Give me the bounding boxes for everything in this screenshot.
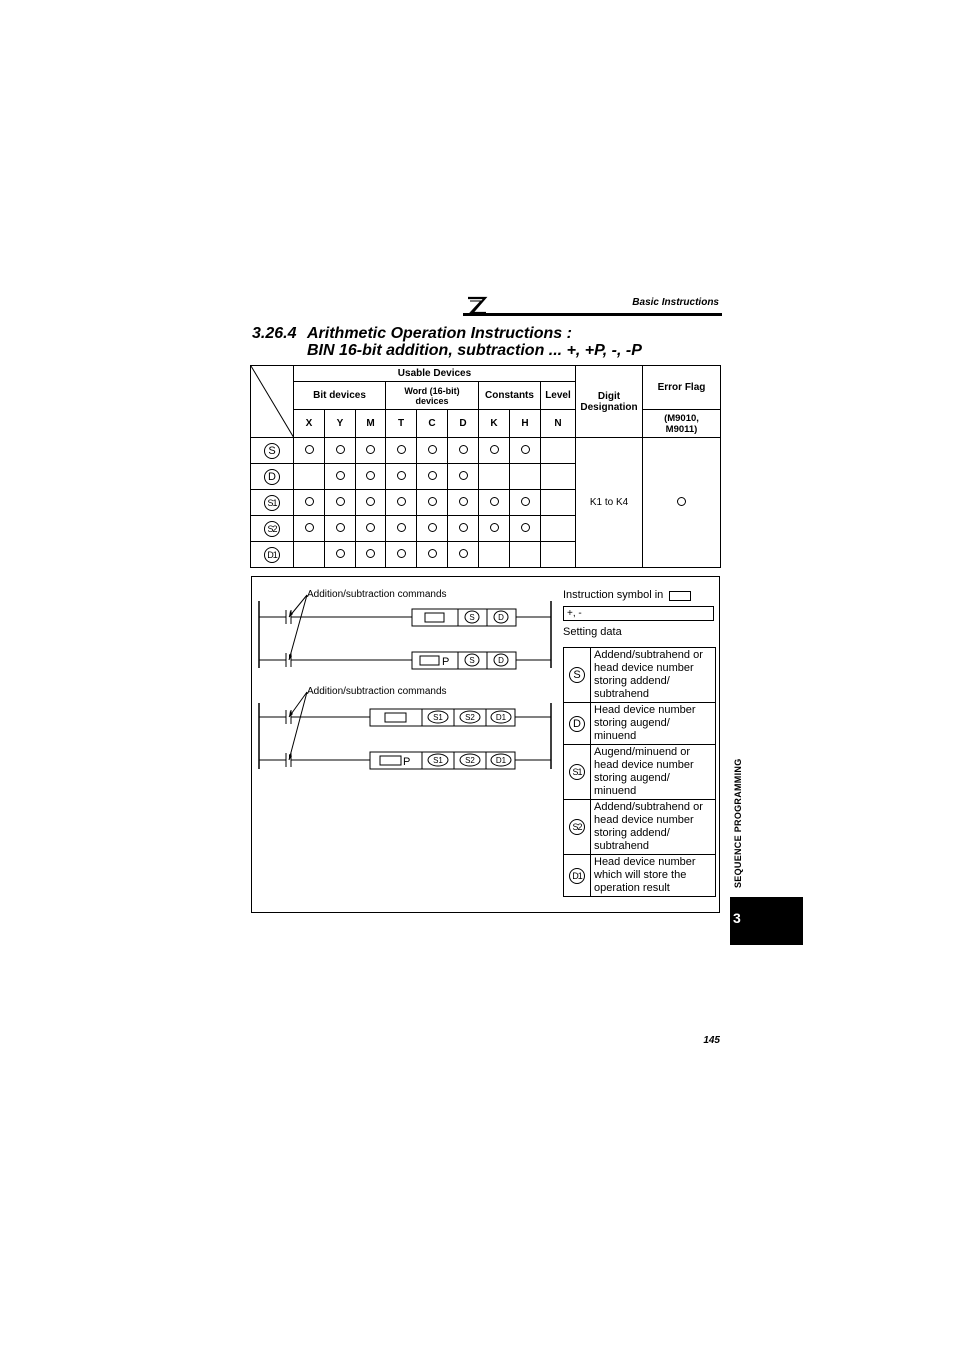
description-line: head device number — [594, 759, 694, 771]
command-label-1: Addition/subtraction commands — [307, 589, 447, 600]
device-cell — [356, 438, 386, 464]
rung2-op-d: D — [498, 656, 504, 665]
rung3-op-d1: D1 — [495, 713, 507, 722]
device-cell — [541, 542, 576, 568]
device-cell — [479, 490, 510, 516]
usable-mark-icon — [366, 523, 375, 532]
level-header: Level — [541, 382, 576, 410]
usable-mark-icon — [397, 549, 406, 558]
device-cell — [356, 464, 386, 490]
operand-symbol: S2 — [569, 819, 585, 835]
rung1-op-d: D — [498, 613, 504, 622]
device-cell — [479, 542, 510, 568]
setting-row — [564, 800, 716, 855]
device-cell — [356, 490, 386, 516]
usable-mark-icon — [459, 445, 468, 454]
usable-mark-icon — [428, 523, 437, 532]
device-cell — [510, 438, 541, 464]
rung2-op-s: S — [469, 656, 475, 665]
usable-mark-icon — [397, 497, 406, 506]
usable-mark-icon — [366, 497, 375, 506]
usable-mark-icon — [459, 549, 468, 558]
error-flag-header: Error Flag — [643, 366, 721, 410]
usable-mark-icon — [336, 523, 345, 532]
operand-symbol: D1 — [569, 868, 585, 884]
section-number: 3.26.4 — [252, 325, 297, 342]
operand-symbol: S1 — [569, 764, 585, 780]
setting-operand-cell — [564, 855, 591, 897]
device-cell — [356, 542, 386, 568]
setting-operand-cell — [564, 800, 591, 855]
instruction-symbol-label: Instruction symbol in — [563, 589, 664, 601]
device-cell — [325, 542, 356, 568]
error-flag-cell — [643, 438, 721, 568]
setting-row — [564, 855, 716, 897]
description-line: storing augend/ — [594, 772, 670, 784]
setting-description — [591, 800, 716, 855]
device-cell — [386, 464, 417, 490]
col-k: K — [479, 410, 510, 438]
description-line: head device number — [594, 662, 694, 674]
header-rule — [463, 313, 722, 316]
device-cell — [325, 516, 356, 542]
usable-mark-icon — [428, 549, 437, 558]
usable-mark-icon — [366, 445, 375, 454]
device-cell — [541, 490, 576, 516]
usable-devices-header: Usable Devices — [294, 366, 576, 382]
description-line: Head device number — [594, 704, 696, 716]
description-line: Addend/subtrahend or — [594, 801, 703, 813]
setting-operand-cell — [564, 745, 591, 800]
description-line: Augend/minuend or — [594, 746, 691, 758]
error-flag-sub: (M9010, M9011) — [643, 410, 721, 438]
col-d: D — [448, 410, 479, 438]
usable-mark-icon — [305, 523, 314, 532]
usable-mark-icon — [397, 523, 406, 532]
device-cell — [294, 438, 325, 464]
device-cell — [417, 516, 448, 542]
operand-symbol: D — [569, 716, 585, 732]
device-cell — [294, 490, 325, 516]
rung3-op-s1: S1 — [433, 713, 443, 722]
operand-symbol: D — [264, 469, 280, 485]
word-devices-header: Word (16-bit) devices — [386, 382, 479, 410]
device-cell — [448, 516, 479, 542]
rung4-op-s1: S1 — [433, 756, 443, 765]
rung4-op-d1: D1 — [495, 756, 507, 765]
device-cell — [479, 464, 510, 490]
rung3-op-s2: S2 — [465, 713, 475, 722]
corner-cell — [251, 366, 294, 438]
description-line: subtrahend — [594, 688, 650, 700]
ladder-diagram — [252, 577, 562, 777]
device-cell — [448, 542, 479, 568]
setting-description — [591, 703, 716, 745]
device-cell — [386, 516, 417, 542]
usable-mark-icon — [521, 497, 530, 506]
operand-symbol: S — [264, 443, 280, 459]
instruction-symbol-value: +, - — [563, 606, 714, 621]
device-cell — [479, 438, 510, 464]
usable-mark-icon — [428, 471, 437, 480]
rung4-pulse-suffix: P — [403, 756, 411, 768]
setting-data-table — [563, 647, 716, 897]
rung2-pulse-suffix: P — [442, 656, 450, 668]
device-cell — [448, 438, 479, 464]
device-cell — [294, 516, 325, 542]
usable-mark-icon — [366, 471, 375, 480]
device-cell — [325, 490, 356, 516]
device-cell — [541, 438, 576, 464]
setting-description — [591, 648, 716, 703]
description-line: storing addend/ — [594, 675, 670, 687]
setting-description — [591, 855, 716, 897]
usable-mark-icon — [336, 445, 345, 454]
usable-mark-icon — [397, 445, 406, 454]
col-t: T — [386, 410, 417, 438]
section-title-line1: Arithmetic Operation Instructions : — [307, 325, 572, 342]
digit-designation-value: K1 to K4 — [576, 438, 643, 568]
constants-header: Constants — [479, 382, 541, 410]
operand-symbol: S2 — [264, 521, 280, 537]
device-cell — [417, 490, 448, 516]
device-cell — [294, 542, 325, 568]
description-line: subtrahend — [594, 840, 650, 852]
device-row-operand — [251, 490, 294, 516]
description-line: operation result — [594, 882, 670, 894]
usable-mark-icon — [490, 523, 499, 532]
device-cell — [541, 516, 576, 542]
bit-devices-header: Bit devices — [294, 382, 386, 410]
operand-symbol: D1 — [264, 547, 280, 563]
usable-mark-icon — [490, 497, 499, 506]
device-cell — [510, 516, 541, 542]
device-cell — [448, 490, 479, 516]
diagonal-line — [251, 366, 294, 438]
ladder-panel — [251, 576, 720, 913]
device-cell — [294, 464, 325, 490]
device-row-operand — [251, 464, 294, 490]
chapter-number: 3 — [733, 910, 741, 926]
col-n: N — [541, 410, 576, 438]
description-line: storing augend/ — [594, 717, 670, 729]
rung1-op-s: S — [469, 613, 475, 622]
device-cell — [386, 438, 417, 464]
usable-mark-icon — [336, 471, 345, 480]
chapter-side-label: SEQUENCE PROGRAMMING — [733, 758, 743, 888]
device-row-operand — [251, 516, 294, 542]
operand-symbol: S1 — [264, 495, 280, 511]
device-row — [251, 438, 721, 464]
device-cell — [325, 438, 356, 464]
device-cell — [510, 464, 541, 490]
setting-data-label: Setting data — [563, 626, 622, 638]
instruction-symbol-box — [669, 591, 691, 601]
usable-mark-icon — [428, 445, 437, 454]
header-title: Basic Instructions — [632, 297, 719, 308]
col-c: C — [417, 410, 448, 438]
description-line: Addend/subtrahend or — [594, 649, 703, 661]
col-m: M — [356, 410, 386, 438]
col-h: H — [510, 410, 541, 438]
usable-mark-icon — [366, 549, 375, 558]
device-cell — [417, 542, 448, 568]
usable-mark-icon — [305, 497, 314, 506]
usable-mark-icon — [459, 497, 468, 506]
device-cell — [417, 438, 448, 464]
section-title-line2: BIN 16-bit addition, subtraction ... +, +P, -, -P — [307, 342, 642, 359]
device-cell — [356, 516, 386, 542]
description-line: minuend — [594, 730, 637, 742]
setting-row — [564, 703, 716, 745]
usable-mark-icon — [336, 549, 345, 558]
usable-mark-icon — [428, 497, 437, 506]
usable-mark-icon — [521, 523, 530, 532]
device-cell — [386, 490, 417, 516]
usable-mark-icon — [521, 445, 530, 454]
setting-description — [591, 745, 716, 800]
device-cell — [448, 464, 479, 490]
error-flag-mark-icon — [677, 497, 686, 506]
usable-mark-icon — [490, 445, 499, 454]
device-cell — [510, 542, 541, 568]
device-cell — [417, 464, 448, 490]
operand-symbol: S — [569, 667, 585, 683]
device-cell — [479, 516, 510, 542]
device-cell — [541, 464, 576, 490]
description-line: minuend — [594, 785, 637, 797]
usable-mark-icon — [305, 445, 314, 454]
setting-operand-cell — [564, 703, 591, 745]
usable-mark-icon — [397, 471, 406, 480]
col-y: Y — [325, 410, 356, 438]
setting-row — [564, 648, 716, 703]
description-line: which will store the — [594, 869, 687, 881]
description-line: Head device number — [594, 856, 696, 868]
page-number: 145 — [703, 1035, 720, 1046]
device-cell — [510, 490, 541, 516]
command-label-2: Addition/subtraction commands — [307, 686, 447, 697]
device-cell — [386, 542, 417, 568]
device-row-operand — [251, 542, 294, 568]
device-row-operand — [251, 438, 294, 464]
device-cell — [325, 464, 356, 490]
rung4-op-s2: S2 — [465, 756, 475, 765]
setting-row — [564, 745, 716, 800]
description-line: head device number — [594, 814, 694, 826]
digit-designation-header: Digit Designation — [576, 366, 643, 438]
usable-mark-icon — [459, 471, 468, 480]
col-x: X — [294, 410, 325, 438]
description-line: storing addend/ — [594, 827, 670, 839]
usable-mark-icon — [336, 497, 345, 506]
setting-operand-cell — [564, 648, 591, 703]
usable-mark-icon — [459, 523, 468, 532]
usable-devices-table — [250, 365, 721, 568]
